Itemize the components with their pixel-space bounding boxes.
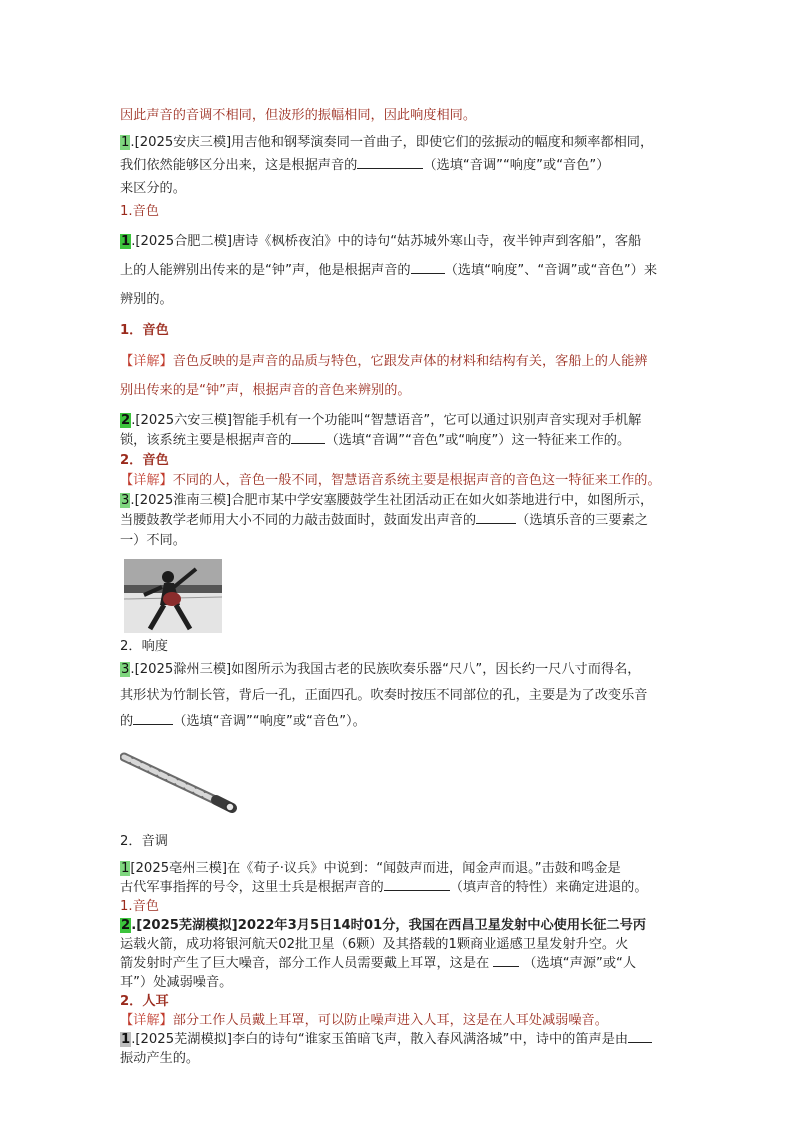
question-wuhu-rocket — [120, 916, 680, 1030]
detail-text: 音色反映的是声音的品质与特色，它跟发声体的材料和结构有关，客船上的人能辨 — [172, 354, 648, 369]
question-text: （填声音的特性）来确定进退的。 — [449, 880, 648, 895]
answer-blank — [628, 1030, 652, 1043]
question-number: 2 — [121, 413, 131, 428]
question-text: .[2025六安三模]智能手机有一个功能叫“智慧语音”，它可以通过识别声音实现对手机解 — [131, 413, 642, 428]
question-text: 我们依然能够区分出来，这是根据声音的 — [120, 158, 358, 173]
question-text: （选填乐音的三要素之 — [516, 513, 648, 528]
detail-text: 不同的人，音色一般不同，智慧语音系统主要是根据声音的音色这一特征来工作的。 — [172, 473, 661, 488]
detail-tag: 【详解】 — [120, 473, 173, 488]
question-text: 耳”）处减弱噪音。 — [120, 975, 233, 990]
question-text: 箭发射时产生了巨大噪音，部分工作人员需要戴上耳罩，这是在 — [120, 956, 490, 971]
question-text: 其形状为竹制长管，背后一孔，正面四孔。吹奏时按压不同部位的孔，主要是为了改变乐音 — [120, 688, 648, 703]
question-text: .[2025合肥二模]唐诗《枫桥夜泊》中的诗句“姑苏城外寒山寺，夜半钟声到客船”，客船 — [131, 234, 642, 249]
question-anqing — [120, 131, 680, 223]
question-number: 1 — [121, 861, 130, 876]
question-text: （选填“音调”“响度”或“音色”） — [423, 158, 610, 173]
answer-text: 1.音色 — [120, 899, 159, 914]
answer-text: 2．音调 — [120, 834, 168, 849]
question-text: .[2025安庆三模]用吉他和钢琴演奏同一首曲子，即使它们的弦振动的幅度和频率都相同， — [130, 135, 654, 150]
question-text: .[2025淮南三模]合肥市某中学安塞腰鼓学生社团活动正在如火如荼地进行中，如图所示， — [130, 493, 654, 508]
answer-blank — [291, 431, 325, 444]
detail-text: 别出传来的是“钟”声，根据声音的音色来辨别的。 — [120, 383, 411, 398]
question-text: 古代军事指挥的号令，这里士兵是根据声音的 — [120, 880, 384, 895]
answer-text: 2．响度 — [120, 639, 168, 654]
question-text: .[2025芜湖模拟]李白的诗句“谁家玉笛暗飞声，散入春风满洛城”中，诗中的笛声是由 — [131, 1032, 629, 1047]
question-text: 的 — [120, 714, 134, 729]
question-huainan — [120, 491, 680, 657]
answer-text: 2．音色 — [120, 453, 169, 468]
answer-blank — [411, 261, 445, 274]
question-text: 上的人能辨别出传来的是“钟”声，他是根据声音的 — [120, 263, 411, 278]
drum-photo — [124, 559, 222, 633]
question-hefei — [120, 227, 680, 405]
question-text: .[2025滁州三模]如图所示为我国古老的民族吹奏乐器“尺八”，因长约一尺八寸而得名， — [130, 662, 641, 677]
answer-blank — [133, 712, 173, 725]
question-number: 1 — [121, 1032, 131, 1047]
detail-tag: 【详解】 — [120, 354, 173, 369]
chiba-flute-photo — [120, 749, 240, 819]
question-number: 2 — [121, 918, 131, 933]
answer-blank — [476, 511, 516, 524]
question-number: 1 — [121, 135, 130, 150]
detail-tag: 【详解】 — [120, 1013, 173, 1028]
question-wuhu-flute — [120, 1030, 680, 1068]
question-text: （选填“声源”或“人 — [523, 956, 637, 971]
question-number: 3 — [121, 493, 130, 508]
question-text: （选填“音调”“响度”或“音色”）。 — [173, 714, 366, 729]
question-number: 1 — [121, 234, 131, 249]
question-text: [2025亳州三模]在《荀子·议兵》中说到：“闻鼓声而进，闻金声而退。”击鼓和鸣金是 — [130, 861, 621, 876]
question-text: 运载火箭，成功将银河航天02批卫星（6颗）及其搭载的1颗商业遥感卫星发射升空。火 — [120, 937, 629, 952]
question-text: （选填“响度”、“音调”或“音色”）来 — [444, 263, 658, 278]
answer-blank — [493, 954, 519, 967]
question-text: 来区分的。 — [120, 181, 186, 196]
question-text: 辨别的。 — [120, 292, 173, 307]
question-chuzhou — [120, 657, 680, 855]
question-text: （选填“音调”“音色”或“响度”）这一特征来工作的。 — [325, 433, 631, 448]
question-text: 振动产生的。 — [120, 1051, 200, 1066]
question-luan — [120, 411, 680, 491]
question-text: 锁，该系统主要是根据声音的 — [120, 433, 292, 448]
detail-text: 部分工作人员戴上耳罩，可以防止噪声进入人耳，这是在人耳处减弱噪音。 — [172, 1013, 608, 1028]
question-text: 一）不同。 — [120, 533, 186, 548]
answer-text: 1．音色 — [120, 323, 169, 338]
answer-blank — [384, 878, 450, 891]
question-text: 当腰鼓教学老师用大小不同的力敲击鼓面时，鼓面发出声音的 — [120, 513, 477, 528]
answer-text: 1.音色 — [120, 204, 159, 219]
question-number: 3 — [121, 662, 130, 677]
document-body — [120, 100, 680, 1068]
paragraph-answer-tail: 因此声音的音调不相同，但波形的振幅相同，因此响度相同。 — [120, 108, 477, 123]
answer-blank — [357, 156, 423, 169]
answer-text: 2．人耳 — [120, 994, 169, 1009]
question-bozhou — [120, 859, 680, 916]
question-text: .[2025芜湖模拟]2022年3月5日14时01分，我国在西昌卫星发射中心使用长征二号丙 — [131, 918, 646, 933]
